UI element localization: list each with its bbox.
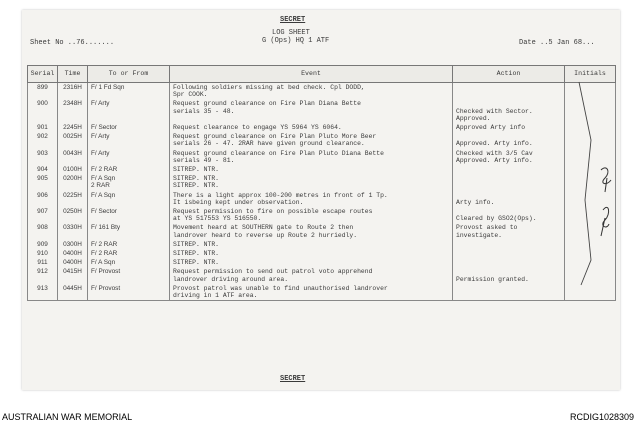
entry-serial: 911 xyxy=(28,258,58,267)
log-entry-row xyxy=(28,99,616,123)
entry-to-or-from: F/ Provost xyxy=(88,284,170,301)
sheet-number-value: 76 xyxy=(76,39,85,47)
sheet-number-label: Sheet No xyxy=(30,39,64,47)
entry-serial: 903 xyxy=(28,149,58,165)
entry-to-or-from: F/ A Sqn 2 RAR xyxy=(88,174,170,190)
entry-time: 2245H xyxy=(58,123,88,132)
entry-serial: 913 xyxy=(28,284,58,301)
entry-serial: 899 xyxy=(28,83,58,100)
log-entry-row xyxy=(28,249,616,258)
log-entry-row xyxy=(28,123,616,132)
log-table xyxy=(27,65,616,301)
entry-event: There is a light approx 100-200 metres in front of 1 Tp. It isbeing kept under observation. xyxy=(170,191,453,207)
entry-to-or-from: F/ 2 RAR xyxy=(88,249,170,258)
entry-time: 0250H xyxy=(58,207,88,223)
entry-action xyxy=(453,284,565,301)
entry-action xyxy=(453,83,565,100)
date-value: 5 Jan 68 xyxy=(548,39,583,47)
entry-serial: 902 xyxy=(28,132,58,148)
log-entry-row xyxy=(28,223,616,239)
entry-serial: 905 xyxy=(28,174,58,190)
entry-to-or-from: F/ 2 RAR xyxy=(88,240,170,249)
entry-event: Request permission to send out patrol voto apprehend landrover driving around area. xyxy=(170,267,453,283)
log-table-body xyxy=(28,83,616,301)
entry-event: Following soldiers missing at bed check. Cpl DODD, Spr COOK. xyxy=(170,83,453,100)
col-header-tofrom: To or From xyxy=(88,66,170,83)
log-entry-row xyxy=(28,132,616,148)
entry-to-or-from: F/ Arty xyxy=(88,132,170,148)
entry-serial: 912 xyxy=(28,267,58,283)
entry-time: 0445H xyxy=(58,284,88,301)
entry-action: Arty info. xyxy=(453,191,565,207)
entry-action xyxy=(453,258,565,267)
entry-to-or-from: F/ A Sqn xyxy=(88,258,170,267)
col-header-serial: Serial xyxy=(28,66,58,83)
entry-event: SITREP. NTR. xyxy=(170,165,453,174)
entry-event: Request permission to fire on possible escape routes at YS 517553 YS 516550. xyxy=(170,207,453,223)
entry-action xyxy=(453,174,565,190)
entry-action: Cleared by GSO2(Ops). xyxy=(453,207,565,223)
entry-to-or-from: F/ Arty xyxy=(88,149,170,165)
entry-action: Provost asked to investigate. xyxy=(453,223,565,239)
entry-serial: 900 xyxy=(28,99,58,123)
entry-to-or-from: F/ 2 RAR xyxy=(88,165,170,174)
log-entry-row xyxy=(28,267,616,283)
entry-time: 0225H xyxy=(58,191,88,207)
col-header-action: Action xyxy=(453,66,565,83)
col-header-initials: Initials xyxy=(565,66,616,83)
log-entry-row xyxy=(28,240,616,249)
handwritten-initials xyxy=(577,80,617,290)
entry-event: Request ground clearance on Fire Plan Diana Bette serials 35 - 48. xyxy=(170,99,453,123)
entry-action: Checked with 3/5 Cav Approved. Arty info. xyxy=(453,149,565,165)
entry-to-or-from: F/ Sector xyxy=(88,123,170,132)
table-header-row xyxy=(28,66,616,83)
entry-to-or-from: F/ 1 Fd Sqn xyxy=(88,83,170,100)
entry-event: Request clearance to engage YS 5964 YS 6064. xyxy=(170,123,453,132)
entry-serial: 909 xyxy=(28,240,58,249)
log-entry-row xyxy=(28,165,616,174)
entry-event: SITREP. NTR. SITREP. NTR. xyxy=(170,174,453,190)
classification-bottom: SECRET xyxy=(280,375,306,383)
entry-to-or-from: F/ Provost xyxy=(88,267,170,283)
entry-time: 0200H xyxy=(58,174,88,190)
log-entry-row xyxy=(28,83,616,100)
entry-serial: 910 xyxy=(28,249,58,258)
entry-event: Movement heard at SOUTHERN gate to Route 2 then landrover heard to reverse up Route 2 hurriedly. xyxy=(170,223,453,239)
entry-time: 0300H xyxy=(58,240,88,249)
col-header-event: Event xyxy=(170,66,453,83)
log-entry-row xyxy=(28,149,616,165)
log-entry-row xyxy=(28,258,616,267)
entry-action xyxy=(453,240,565,249)
entry-to-or-from: F/ 161 Bty xyxy=(88,223,170,239)
log-entry-row xyxy=(28,207,616,223)
col-header-time: Time xyxy=(58,66,88,83)
entry-time: 0330H xyxy=(58,223,88,239)
log-sheet-title: LOG SHEET xyxy=(272,29,310,37)
sheet-number: Sheet No ..76....... xyxy=(30,39,115,47)
entry-time: 0400H xyxy=(58,258,88,267)
entry-serial: 908 xyxy=(28,223,58,239)
entry-serial: 907 xyxy=(28,207,58,223)
entry-to-or-from: F/ Arty xyxy=(88,99,170,123)
entry-event: SITREP. NTR. xyxy=(170,249,453,258)
archive-credit: AUSTRALIAN WAR MEMORIAL xyxy=(2,412,133,422)
entry-event: Request ground clearance on Fire Plan Pluto Diana Bette serials 49 - 81. xyxy=(170,149,453,165)
entry-event: Request ground clearance on Fire Plan Pluto More Beer serials 26 - 47. 2RAR have given ground clearance. xyxy=(170,132,453,148)
entry-to-or-from: F/ Sector xyxy=(88,207,170,223)
entry-serial: 904 xyxy=(28,165,58,174)
entry-action xyxy=(453,249,565,258)
log-sheet-page xyxy=(22,10,620,390)
entry-action: Approved Arty info xyxy=(453,123,565,132)
entry-event: Provost patrol was unable to find unauthorised landrover driving in 1 ATF area. xyxy=(170,284,453,301)
entry-serial: 901 xyxy=(28,123,58,132)
entry-time: 0100H xyxy=(58,165,88,174)
entry-time: 0415H xyxy=(58,267,88,283)
entry-action xyxy=(453,165,565,174)
entry-action: Permission granted. xyxy=(453,267,565,283)
entry-time: 2316H xyxy=(58,83,88,100)
date-label: Date xyxy=(519,39,536,47)
log-entry-row xyxy=(28,284,616,301)
entry-to-or-from: F/ A Sqn xyxy=(88,191,170,207)
date-line: Date ..5 Jan 68... xyxy=(519,39,595,47)
entry-time: 0400H xyxy=(58,249,88,258)
entry-time: 2348H xyxy=(58,99,88,123)
entry-event: SITREP. NTR. xyxy=(170,240,453,249)
classification-top: SECRET xyxy=(280,16,306,24)
entry-time: 0025H xyxy=(58,132,88,148)
entry-serial: 906 xyxy=(28,191,58,207)
unit-title: G (Ops) HQ 1 ATF xyxy=(262,37,330,45)
log-entry-row xyxy=(28,191,616,207)
entry-action: Checked with Sector. Approved. xyxy=(453,99,565,123)
entry-action: Approved. Arty info. xyxy=(453,132,565,148)
entry-time: 0043H xyxy=(58,149,88,165)
log-entry-row xyxy=(28,174,616,190)
archive-reference: RCDIG1028309 xyxy=(569,412,634,422)
entry-event: SITREP. NTR. xyxy=(170,258,453,267)
